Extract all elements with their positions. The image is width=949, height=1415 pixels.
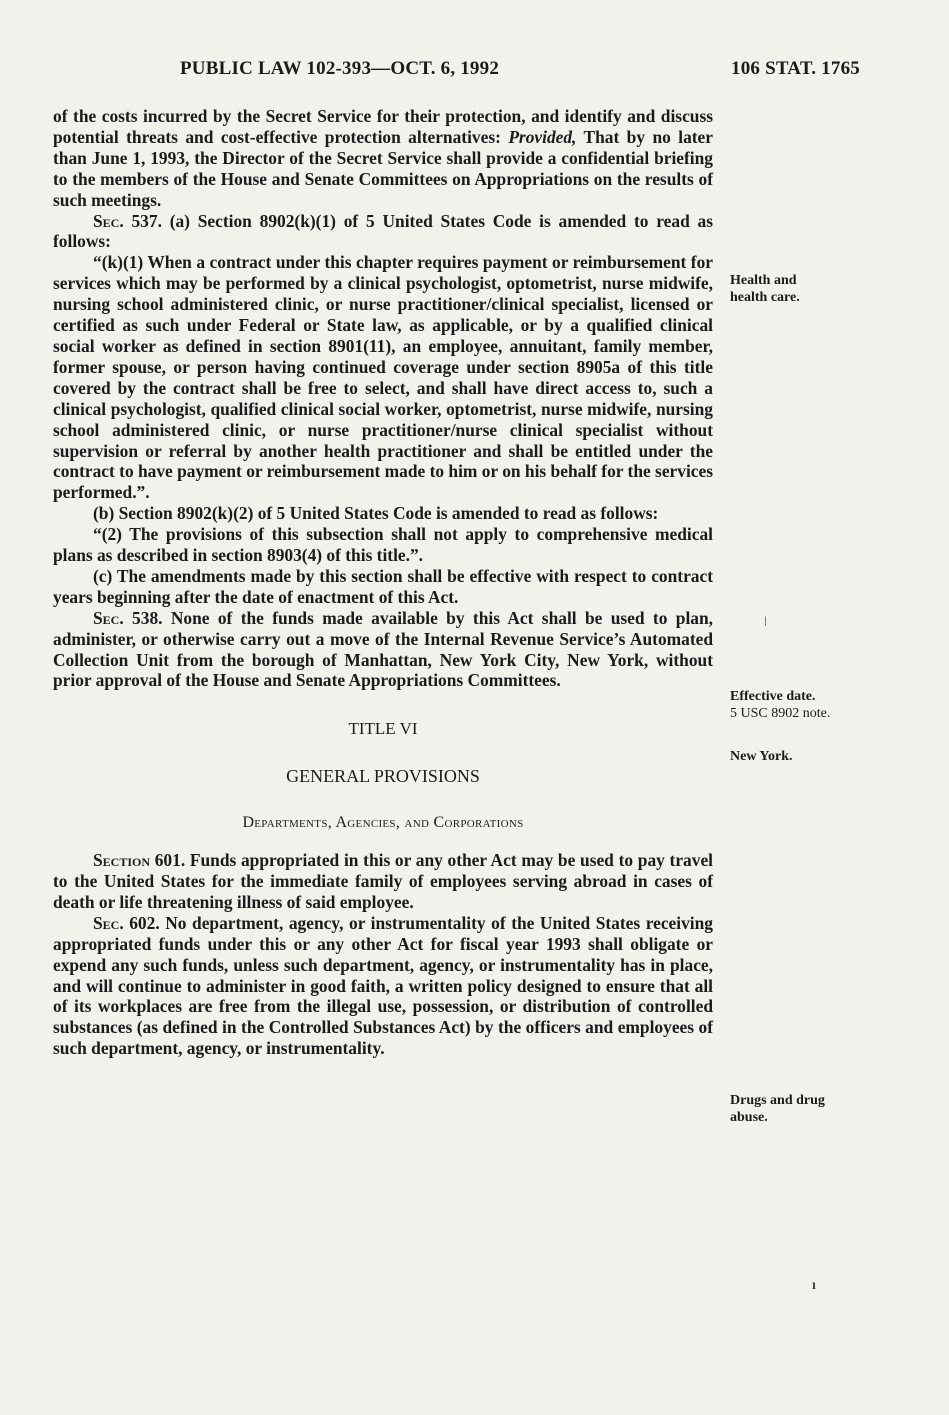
document-body [53, 106, 713, 1059]
section-label: Sec [93, 210, 120, 231]
scan-mark: ǀ [764, 615, 767, 630]
section-label: Sec [93, 607, 120, 628]
section-601: Section 601. Funds appropriated in this or any other Act may be used to pay travel to the United States for the immediate family of employees serving abroad in cases of death or life threatening illness of said employee. [53, 850, 713, 912]
margin-note-health: Health and health care. [730, 273, 800, 305]
provided-term: Provided, [508, 126, 577, 147]
law-citation: PUBLIC LAW 102-393—OCT. 6, 1992 [180, 58, 500, 79]
subsection-k2: “(2) The provisions of this subsection shall not apply to comprehensive medical plans as described in section 8903(4) of this title.”. [53, 524, 713, 566]
section-538: Sec. 538. None of the funds made available by this Act shall be used to plan, administer, or otherwise carry out a move of the Internal Revenue Service’s Automated Collection Unit from the borough of Manhattan, New York City, New York, without prior approval of the House and Senate Appropriations Committees. [53, 607, 713, 691]
scan-mark: ı [812, 1278, 816, 1293]
statute-page-number: 106 STAT. 1765 [731, 58, 860, 79]
subsection-b: (b) Section 8902(k)(2) of 5 United States Code is amended to read as follows: [93, 503, 659, 524]
margin-note-drugs: Drugs and drug abuse. [730, 1093, 825, 1125]
section-label: Sec [93, 912, 120, 933]
subsection-c: (c) The amendments made by this section shall be effective with respect to contract years beginning after the date of enactment of this Act. [53, 565, 713, 607]
section-label: Section [93, 850, 151, 871]
departments-heading: Departments, Agencies, and Corporations [242, 814, 524, 832]
section-537: Sec. 537. (a) Section 8902(k)(1) of 5 United States Code is amended to read as follows: [53, 210, 713, 252]
title-heading: TITLE VI [348, 719, 418, 739]
paragraph-secret-service: of the costs incurred by the Secret Service for their protection, and identify and discuss potential threats and cost-effective protection alternatives: Provided, That by no later than June 1, 1993, the Director of the Secret Service shall provide a confidential briefing to the members of the House and Senate Committees on Appropriations on the results of such meetings. [53, 106, 713, 210]
section-602: Sec. 602. No department, agency, or instrumentality of the United States receiving appropriated funds under this or any other Act for fiscal year 1993 shall obligate or expend any such funds, unless such department, agency, or instrumentality has in place, and will continue to administer in good faith, a written policy designed to ensure that all of its workplaces are free from the illegal use, possession, or distribution of controlled substances (as defined in the Controlled Substances Act) by the officers and employees of such department, agency, or instrumentality. [53, 912, 713, 1059]
subsection-k1: “(k)(1) When a contract under this chapter requires payment or reimbursement for services which may be performed by a clinical psychologist, optometrist, nurse midwife, nursing school administered clinic, or nurse practitioner/clinical specialist, licensed or certified as such under Federal or State law, as applicable, or by a qualified clinical social worker as defined in section 8901(11), an employee, annuitant, family member, former spouse, or person having continued coverage under section 8905a of this title covered by the contract shall be free to select, and shall have direct access to, such a clinical psychologist, qualified clinical social worker, optometrist, nurse midwife, nursing school administered clinic, or nurse practitioner/nurse clinical specialist without supervision or referral by another health practitioner and shall be entitled under the contract to have payment or reimbursement made to him or on his behalf for the services performed.”. [53, 252, 713, 503]
margin-note-new-york: New York. [730, 749, 793, 764]
margin-note-effective-date: Effective date. 5 USC 8902 note. [730, 689, 831, 721]
general-provisions-heading: GENERAL PROVISIONS [286, 766, 480, 787]
